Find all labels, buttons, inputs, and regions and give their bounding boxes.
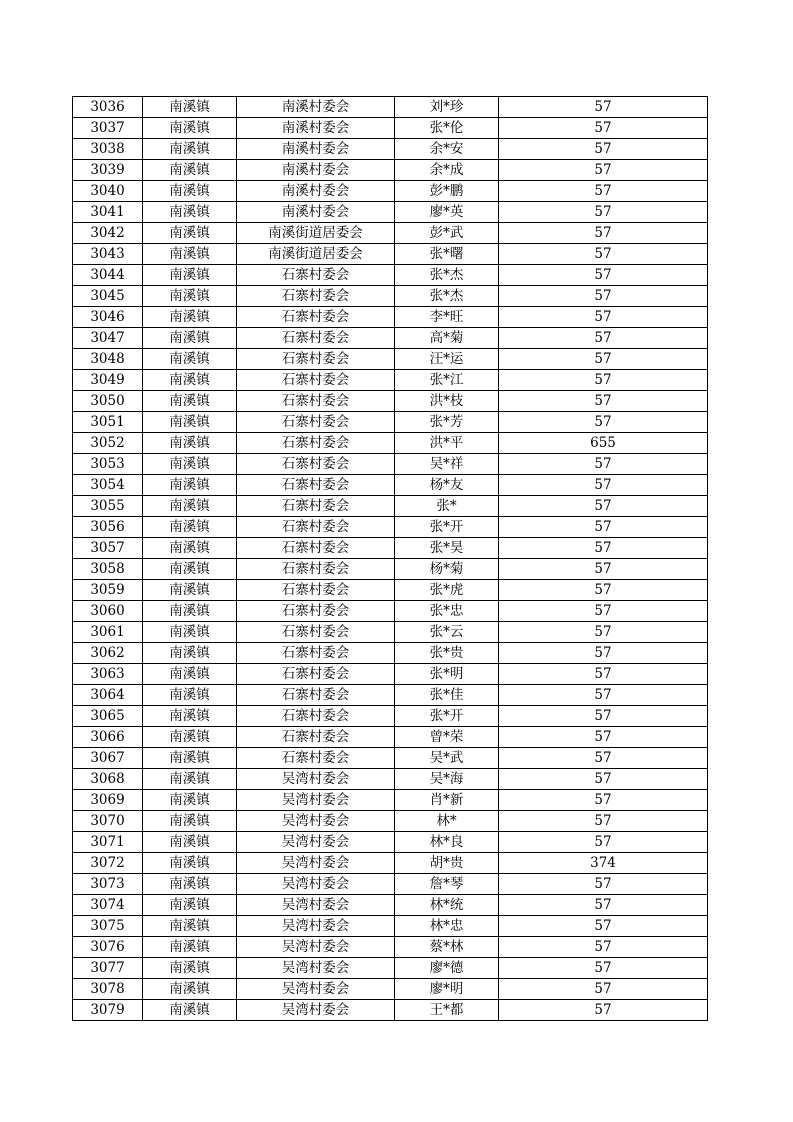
row-number-cell: 3078 [73, 979, 143, 1000]
name-cell: 张*昊 [395, 538, 499, 559]
committee-cell: 石寨村委会 [237, 685, 395, 706]
town-cell: 南溪镇 [143, 937, 237, 958]
name-cell: 李*旺 [395, 307, 499, 328]
town-cell: 南溪镇 [143, 202, 237, 223]
row-number-cell: 3055 [73, 496, 143, 517]
table-row [73, 832, 708, 853]
row-number-cell: 3054 [73, 475, 143, 496]
town-cell: 南溪镇 [143, 979, 237, 1000]
town-cell: 南溪镇 [143, 139, 237, 160]
town-cell: 南溪镇 [143, 538, 237, 559]
amount-cell: 57 [499, 937, 708, 958]
committee-cell: 南溪村委会 [237, 97, 395, 118]
town-cell: 南溪镇 [143, 643, 237, 664]
table-row [73, 853, 708, 874]
committee-cell: 石寨村委会 [237, 391, 395, 412]
name-cell: 吴*祥 [395, 454, 499, 475]
committee-cell: 南溪街道居委会 [237, 223, 395, 244]
town-cell: 南溪镇 [143, 286, 237, 307]
table-row [73, 370, 708, 391]
name-cell: 张*曙 [395, 244, 499, 265]
committee-cell: 石寨村委会 [237, 727, 395, 748]
name-cell: 张*贵 [395, 643, 499, 664]
table-row [73, 664, 708, 685]
row-number-cell: 3072 [73, 853, 143, 874]
table-row [73, 580, 708, 601]
row-number-cell: 3074 [73, 895, 143, 916]
name-cell: 余*安 [395, 139, 499, 160]
town-cell: 南溪镇 [143, 223, 237, 244]
amount-cell: 57 [499, 706, 708, 727]
name-cell: 张*江 [395, 370, 499, 391]
committee-cell: 吴湾村委会 [237, 853, 395, 874]
name-cell: 高*菊 [395, 328, 499, 349]
committee-cell: 吴湾村委会 [237, 769, 395, 790]
table-row [73, 601, 708, 622]
committee-cell: 吴湾村委会 [237, 790, 395, 811]
committee-cell: 南溪村委会 [237, 139, 395, 160]
amount-cell: 57 [499, 118, 708, 139]
town-cell: 南溪镇 [143, 748, 237, 769]
row-number-cell: 3067 [73, 748, 143, 769]
row-number-cell: 3044 [73, 265, 143, 286]
table-row [73, 391, 708, 412]
committee-cell: 石寨村委会 [237, 454, 395, 475]
row-number-cell: 3053 [73, 454, 143, 475]
table-row [73, 202, 708, 223]
name-cell: 张*开 [395, 706, 499, 727]
town-cell: 南溪镇 [143, 160, 237, 181]
row-number-cell: 3066 [73, 727, 143, 748]
name-cell: 吴*武 [395, 748, 499, 769]
row-number-cell: 3062 [73, 643, 143, 664]
amount-cell: 57 [499, 517, 708, 538]
committee-cell: 南溪村委会 [237, 118, 395, 139]
table-row [73, 160, 708, 181]
row-number-cell: 3043 [73, 244, 143, 265]
amount-cell: 57 [499, 916, 708, 937]
row-number-cell: 3041 [73, 202, 143, 223]
amount-cell: 57 [499, 475, 708, 496]
name-cell: 彭*武 [395, 223, 499, 244]
table-row [73, 811, 708, 832]
row-number-cell: 3052 [73, 433, 143, 454]
row-number-cell: 3069 [73, 790, 143, 811]
row-number-cell: 3036 [73, 97, 143, 118]
table-row [73, 223, 708, 244]
table-row [73, 916, 708, 937]
row-number-cell: 3038 [73, 139, 143, 160]
table-row [73, 979, 708, 1000]
amount-cell: 57 [499, 979, 708, 1000]
name-cell: 张*云 [395, 622, 499, 643]
committee-cell: 吴湾村委会 [237, 1000, 395, 1021]
amount-cell: 57 [499, 559, 708, 580]
table-row [73, 790, 708, 811]
committee-cell: 石寨村委会 [237, 538, 395, 559]
town-cell: 南溪镇 [143, 685, 237, 706]
row-number-cell: 3042 [73, 223, 143, 244]
amount-cell: 57 [499, 370, 708, 391]
name-cell: 张*杰 [395, 265, 499, 286]
table-row [73, 643, 708, 664]
town-cell: 南溪镇 [143, 559, 237, 580]
committee-cell: 石寨村委会 [237, 664, 395, 685]
amount-cell: 57 [499, 790, 708, 811]
town-cell: 南溪镇 [143, 706, 237, 727]
committee-cell: 吴湾村委会 [237, 958, 395, 979]
row-number-cell: 3049 [73, 370, 143, 391]
town-cell: 南溪镇 [143, 853, 237, 874]
town-cell: 南溪镇 [143, 622, 237, 643]
row-number-cell: 3051 [73, 412, 143, 433]
name-cell: 王*都 [395, 1000, 499, 1021]
committee-cell: 石寨村委会 [237, 433, 395, 454]
town-cell: 南溪镇 [143, 958, 237, 979]
name-cell: 杨*友 [395, 475, 499, 496]
row-number-cell: 3071 [73, 832, 143, 853]
town-cell: 南溪镇 [143, 580, 237, 601]
name-cell: 汪*运 [395, 349, 499, 370]
row-number-cell: 3057 [73, 538, 143, 559]
amount-cell: 57 [499, 958, 708, 979]
committee-cell: 石寨村委会 [237, 643, 395, 664]
amount-cell: 57 [499, 181, 708, 202]
name-cell: 廖*英 [395, 202, 499, 223]
committee-cell: 石寨村委会 [237, 559, 395, 580]
town-cell: 南溪镇 [143, 118, 237, 139]
committee-cell: 吴湾村委会 [237, 874, 395, 895]
amount-cell: 57 [499, 727, 708, 748]
town-cell: 南溪镇 [143, 727, 237, 748]
town-cell: 南溪镇 [143, 832, 237, 853]
name-cell: 林*统 [395, 895, 499, 916]
committee-cell: 石寨村委会 [237, 475, 395, 496]
amount-cell: 57 [499, 286, 708, 307]
table-row [73, 328, 708, 349]
row-number-cell: 3050 [73, 391, 143, 412]
amount-cell: 57 [499, 496, 708, 517]
table-row [73, 517, 708, 538]
table-row [73, 97, 708, 118]
committee-cell: 南溪村委会 [237, 181, 395, 202]
row-number-cell: 3046 [73, 307, 143, 328]
row-number-cell: 3056 [73, 517, 143, 538]
table-row [73, 706, 708, 727]
amount-cell: 57 [499, 748, 708, 769]
town-cell: 南溪镇 [143, 601, 237, 622]
committee-cell: 南溪村委会 [237, 160, 395, 181]
table-row [73, 433, 708, 454]
committee-cell: 石寨村委会 [237, 601, 395, 622]
town-cell: 南溪镇 [143, 412, 237, 433]
committee-cell: 石寨村委会 [237, 265, 395, 286]
town-cell: 南溪镇 [143, 895, 237, 916]
row-number-cell: 3040 [73, 181, 143, 202]
table-row [73, 307, 708, 328]
committee-cell: 南溪村委会 [237, 202, 395, 223]
table-row [73, 538, 708, 559]
row-number-cell: 3079 [73, 1000, 143, 1021]
town-cell: 南溪镇 [143, 181, 237, 202]
town-cell: 南溪镇 [143, 328, 237, 349]
name-cell: 张*开 [395, 517, 499, 538]
committee-cell: 吴湾村委会 [237, 832, 395, 853]
committee-cell: 石寨村委会 [237, 370, 395, 391]
table-row [73, 265, 708, 286]
row-number-cell: 3068 [73, 769, 143, 790]
amount-cell: 57 [499, 328, 708, 349]
amount-cell: 57 [499, 454, 708, 475]
row-number-cell: 3063 [73, 664, 143, 685]
name-cell: 刘*珍 [395, 97, 499, 118]
committee-cell: 石寨村委会 [237, 286, 395, 307]
town-cell: 南溪镇 [143, 307, 237, 328]
row-number-cell: 3059 [73, 580, 143, 601]
name-cell: 曾*荣 [395, 727, 499, 748]
town-cell: 南溪镇 [143, 496, 237, 517]
name-cell: 张*虎 [395, 580, 499, 601]
table-row [73, 286, 708, 307]
committee-cell: 吴湾村委会 [237, 895, 395, 916]
committee-cell: 石寨村委会 [237, 496, 395, 517]
table-row [73, 685, 708, 706]
amount-cell: 57 [499, 160, 708, 181]
amount-cell: 57 [499, 412, 708, 433]
row-number-cell: 3061 [73, 622, 143, 643]
amount-cell: 57 [499, 391, 708, 412]
town-cell: 南溪镇 [143, 265, 237, 286]
amount-cell: 57 [499, 202, 708, 223]
town-cell: 南溪镇 [143, 517, 237, 538]
row-number-cell: 3065 [73, 706, 143, 727]
amount-cell: 57 [499, 223, 708, 244]
committee-cell: 石寨村委会 [237, 706, 395, 727]
table-row [73, 937, 708, 958]
amount-cell: 57 [499, 832, 708, 853]
name-cell: 林*良 [395, 832, 499, 853]
amount-cell: 57 [499, 769, 708, 790]
table-row [73, 769, 708, 790]
town-cell: 南溪镇 [143, 790, 237, 811]
row-number-cell: 3075 [73, 916, 143, 937]
amount-cell: 57 [499, 622, 708, 643]
row-number-cell: 3048 [73, 349, 143, 370]
table-row [73, 139, 708, 160]
row-number-cell: 3070 [73, 811, 143, 832]
row-number-cell: 3058 [73, 559, 143, 580]
committee-cell: 石寨村委会 [237, 580, 395, 601]
committee-cell: 石寨村委会 [237, 412, 395, 433]
amount-cell: 57 [499, 811, 708, 832]
table-row [73, 496, 708, 517]
table-row [73, 727, 708, 748]
amount-cell: 57 [499, 1000, 708, 1021]
record-table-body [73, 97, 708, 1021]
table-row [73, 244, 708, 265]
row-number-cell: 3076 [73, 937, 143, 958]
name-cell: 张* [395, 496, 499, 517]
name-cell: 张*杰 [395, 286, 499, 307]
table-row [73, 559, 708, 580]
table-row [73, 748, 708, 769]
amount-cell: 57 [499, 664, 708, 685]
committee-cell: 石寨村委会 [237, 349, 395, 370]
amount-cell: 57 [499, 895, 708, 916]
committee-cell: 石寨村委会 [237, 517, 395, 538]
committee-cell: 南溪街道居委会 [237, 244, 395, 265]
row-number-cell: 3047 [73, 328, 143, 349]
name-cell: 张*伦 [395, 118, 499, 139]
amount-cell: 57 [499, 244, 708, 265]
table-row [73, 958, 708, 979]
committee-cell: 石寨村委会 [237, 622, 395, 643]
name-cell: 肖*新 [395, 790, 499, 811]
row-number-cell: 3064 [73, 685, 143, 706]
town-cell: 南溪镇 [143, 1000, 237, 1021]
name-cell: 林* [395, 811, 499, 832]
amount-cell: 655 [499, 433, 708, 454]
town-cell: 南溪镇 [143, 811, 237, 832]
committee-cell: 石寨村委会 [237, 748, 395, 769]
name-cell: 蔡*林 [395, 937, 499, 958]
town-cell: 南溪镇 [143, 454, 237, 475]
town-cell: 南溪镇 [143, 391, 237, 412]
amount-cell: 57 [499, 307, 708, 328]
town-cell: 南溪镇 [143, 244, 237, 265]
town-cell: 南溪镇 [143, 664, 237, 685]
name-cell: 张*芳 [395, 412, 499, 433]
name-cell: 廖*明 [395, 979, 499, 1000]
amount-cell: 57 [499, 265, 708, 286]
committee-cell: 吴湾村委会 [237, 811, 395, 832]
amount-cell: 57 [499, 97, 708, 118]
table-row [73, 895, 708, 916]
name-cell: 彭*鹏 [395, 181, 499, 202]
amount-cell: 57 [499, 349, 708, 370]
name-cell: 洪*平 [395, 433, 499, 454]
committee-cell: 石寨村委会 [237, 328, 395, 349]
row-number-cell: 3060 [73, 601, 143, 622]
town-cell: 南溪镇 [143, 916, 237, 937]
table-row [73, 181, 708, 202]
row-number-cell: 3077 [73, 958, 143, 979]
name-cell: 张*明 [395, 664, 499, 685]
row-number-cell: 3037 [73, 118, 143, 139]
town-cell: 南溪镇 [143, 874, 237, 895]
amount-cell: 57 [499, 685, 708, 706]
name-cell: 张*佳 [395, 685, 499, 706]
town-cell: 南溪镇 [143, 769, 237, 790]
row-number-cell: 3045 [73, 286, 143, 307]
name-cell: 洪*枝 [395, 391, 499, 412]
amount-cell: 57 [499, 139, 708, 160]
row-number-cell: 3073 [73, 874, 143, 895]
row-number-cell: 3039 [73, 160, 143, 181]
table-row [73, 1000, 708, 1021]
name-cell: 廖*德 [395, 958, 499, 979]
name-cell: 杨*菊 [395, 559, 499, 580]
committee-cell: 吴湾村委会 [237, 937, 395, 958]
name-cell: 林*忠 [395, 916, 499, 937]
table-row [73, 454, 708, 475]
town-cell: 南溪镇 [143, 370, 237, 391]
town-cell: 南溪镇 [143, 475, 237, 496]
amount-cell: 57 [499, 643, 708, 664]
table-row [73, 622, 708, 643]
committee-cell: 石寨村委会 [237, 307, 395, 328]
committee-cell: 吴湾村委会 [237, 916, 395, 937]
table-row [73, 412, 708, 433]
subsidy-record-table [72, 96, 708, 1021]
table-row [73, 349, 708, 370]
name-cell: 张*忠 [395, 601, 499, 622]
table-row [73, 475, 708, 496]
name-cell: 余*成 [395, 160, 499, 181]
committee-cell: 吴湾村委会 [237, 979, 395, 1000]
table-row [73, 874, 708, 895]
town-cell: 南溪镇 [143, 349, 237, 370]
amount-cell: 374 [499, 853, 708, 874]
town-cell: 南溪镇 [143, 433, 237, 454]
amount-cell: 57 [499, 874, 708, 895]
name-cell: 胡*贵 [395, 853, 499, 874]
amount-cell: 57 [499, 580, 708, 601]
town-cell: 南溪镇 [143, 97, 237, 118]
name-cell: 詹*琴 [395, 874, 499, 895]
amount-cell: 57 [499, 538, 708, 559]
amount-cell: 57 [499, 601, 708, 622]
table-row [73, 118, 708, 139]
name-cell: 吴*海 [395, 769, 499, 790]
